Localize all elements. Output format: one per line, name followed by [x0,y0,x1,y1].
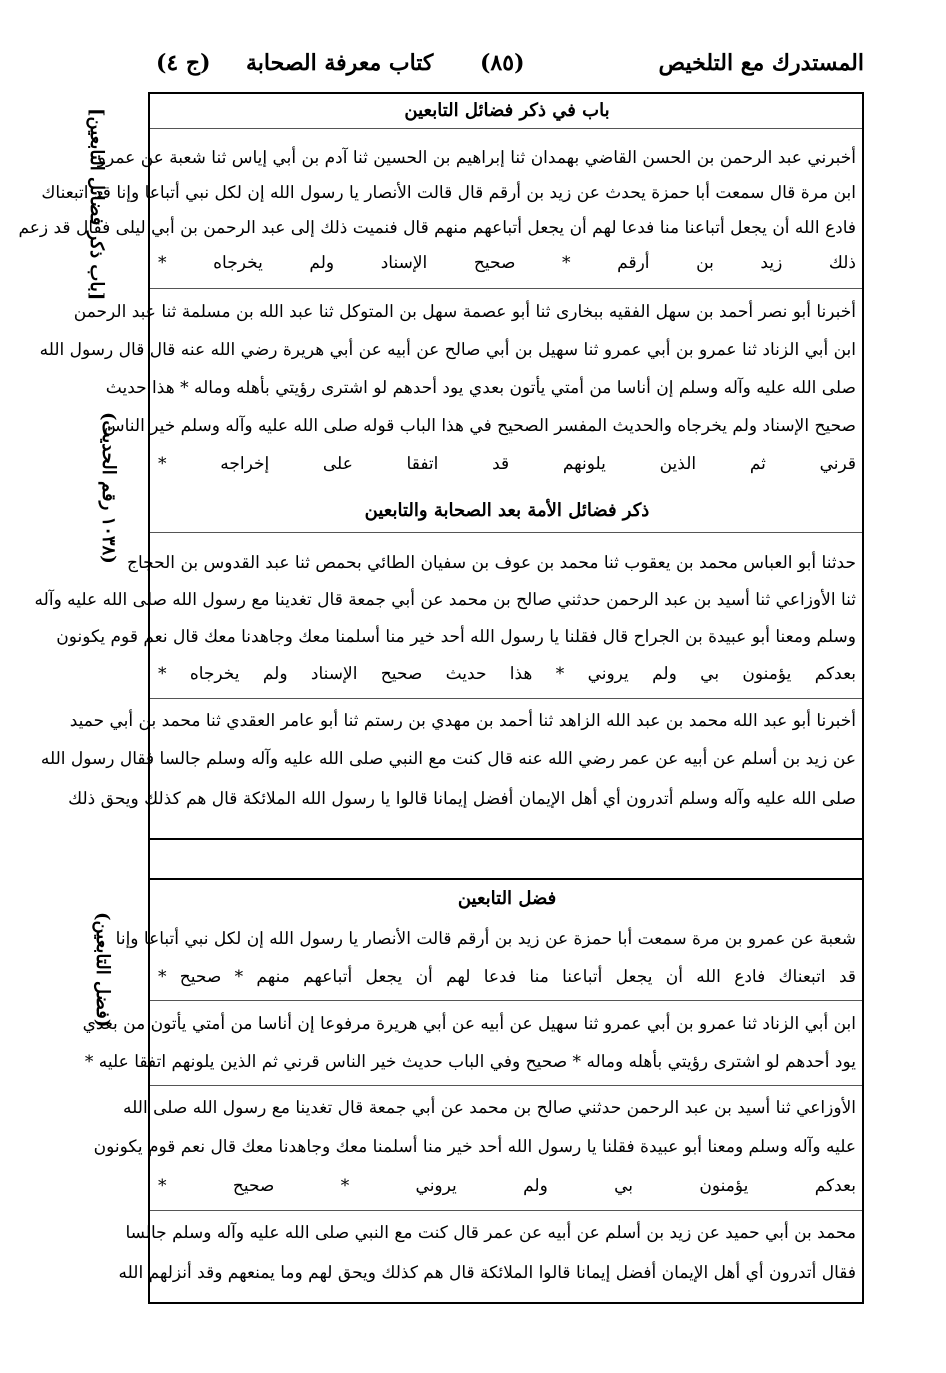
text-line: أخبرنا أبو نصر أحمد بن سهل الفقيه ببخارى ثنا أبو عصمة سهل بن المتوكل ثنا عبد الله بن مسلمة ثنا عبد الرحمن [73,302,856,322]
summary-line: قد اتبعناك فادع الله أن يجعل أتباعنا منا فدعا لهم أن يجعل أتباعهم منهم * صحيح * [158,967,856,987]
text-line: ابن مرة قال سمعت أبا حمزة يحدث عن زيد بن أرقم قال قالت الأنصار يا رسول الله إن لكل نبي أتباعا وإنا قد اتبعناك [41,183,856,203]
margin-note-summary: (فضل التابعين) [92,912,113,1028]
paragraph-rule [150,288,862,289]
section-heading: باب في ذكر فضائل التابعين [404,100,610,121]
paragraph-rule [150,698,862,699]
paragraph-rule [150,1085,862,1086]
book-title: كتاب معرفة الصحابة [246,50,434,76]
page-header [150,44,870,92]
summary-line: فقال أتدرون أي أهل الإيمان أفضل إيمانا قالوا الملائكة قال هم كذلك ويحق لهم وما يمنعهم وقد أنزلهم الله [118,1263,856,1283]
text-line: فادع الله أن يجعل أتباعنا منا فدعا لهم أن يجعل أتباعهم منهم قال فنميت ذلك إلى عبد الرحمن بن أبي ليلى فقال قد زعم [18,218,856,238]
paragraph-rule [150,1210,862,1211]
volume-number: (ج ٤) [156,50,211,76]
text-line: بعدكم يؤمنون بي ولم يروني * هذا حديث صحيح الإسناد ولم يخرجاه * [158,664,856,684]
summary-line: الأوزاعي ثنا أسيد بن عبد الرحمن حدثني صالح بن محمد عن أبي جمعة قال تغدينا مع رسول الله صلى الله [123,1098,856,1118]
summary-line: يود أحدهم لو اشترى رؤيتي بأهله وماله * صحيح وفي الباب حديث خير الناس قرني ثم الذين يلونهم اتفقا عليه * [84,1052,856,1072]
text-line: وسلم ومعنا أبو عبيدة بن الجراح قال فقلنا يا رسول الله أحد خير منا أسلمنا معك وجاهدنا معك قال نعم قوم يكونون [56,627,856,647]
section-heading: ذكر فضائل الأمة بعد الصحابة والتابعين [364,500,650,521]
summary-line: بعدكم يؤمنون بي ولم يروني * صحيح * [158,1176,856,1196]
heading-rule [150,532,862,533]
text-line: صلى الله عليه وآله وسلم إن أناسا من أمتي يأتون بعدي يود أحدهم لو اشترى رؤيتي بأهله وماله * هذا حديث [105,378,856,398]
text-line: حدثنا أبو العباس محمد بن يعقوب ثنا محمد بن عوف بن سفيان الطائي بحمص ثنا عبد القدوس بن الحجاج [127,553,856,573]
text-line: ثنا الأوزاعي ثنا أسيد بن عبد الرحمن حدثني صالح بن محمد عن أبي جمعة قال تغدينا مع رسول الله صلى الله عليه وآله [34,590,856,610]
text-line: عن زيد بن أسلم عن أبيه عن عمر رضي الله عنه قال كنت مع النبي صلى الله عليه وآله وسلم جالسا فقال رسول الله [40,749,856,769]
text-line: صلى الله عليه وآله وسلم أتدرون أي أهل الإيمان أفضل إيمانا قالوا يا رسول الله الملائكة قال هم كذلك ويحق ذلك [68,789,856,809]
paragraph-rule [150,1000,862,1001]
text-line: أخبرنا أبو عبد الله محمد بن عبد الله الزاهد ثنا أحمد بن مهدي بن رستم ثنا أبو عامر العقدي ثنا محمد بن أبي حميد [69,711,856,731]
text-line: أخبرني عبد الرحمن بن الحسن القاضي بهمدان ثنا إبراهيم بن الحسين ثنا آدم بن أبي إياس ثنا شعبة عن عمرو [97,148,856,168]
text-line: قرني ثم الذين يلونهم قد اتفقا على إخراجه * [158,454,856,474]
summary-line: محمد بن أبي حميد عن زيد بن أسلم عن أبيه عن عمر قال كنت مع النبي صلى الله عليه وآله وسلم جالسا [125,1223,856,1243]
text-line: صحيح الإسناد ولم يخرجاه والحديث المفسر الصحيح في هذا الباب قوله صلى الله عليه وآله وسلم خير الناس [103,416,856,436]
summary-line: ابن أبي الزناد ثنا عمرو بن أبي عمرو ثنا سهيل عن أبيه عن أبي هريرة مرفوعا إن أناسا من أمتي يأتون من بعدي [82,1014,856,1034]
summary-line: عليه وآله وسلم ومعنا أبو عبيدة فقلنا يا رسول الله أحد خير منا أسلمنا معك وجاهدنا معك قال نعم قوم يكونون [93,1137,856,1157]
margin-note-number: (١٠٣٨ رقم الحديث) [98,412,119,564]
page-number: (٨٥) [480,50,525,76]
text-line: ذلك زيد بن أرقم * صحيح الإسناد ولم يخرجاه * [158,253,856,273]
margin-note-chapter: [باب ذكر فضائل التابعين] [86,108,107,301]
section-divider [148,878,864,880]
summary-heading: فضل التابعين [457,888,557,909]
summary-line: شعبة عن عمرو بن مرة سمعت أبا حمزة عن زيد بن أرقم قالت الأنصار يا رسول الله إن لكل نبي أتباعا وإنا [115,929,856,949]
running-title: المستدرك مع التلخيص [658,50,864,76]
section-divider [148,838,864,840]
text-line: ابن أبي الزناد ثنا عمرو بن أبي عمرو ثنا سهيل بن أبي صالح عن أبيه عن أبي هريرة رضي الله عنه قال قال رسول الله [39,340,856,360]
heading-rule [150,128,862,129]
